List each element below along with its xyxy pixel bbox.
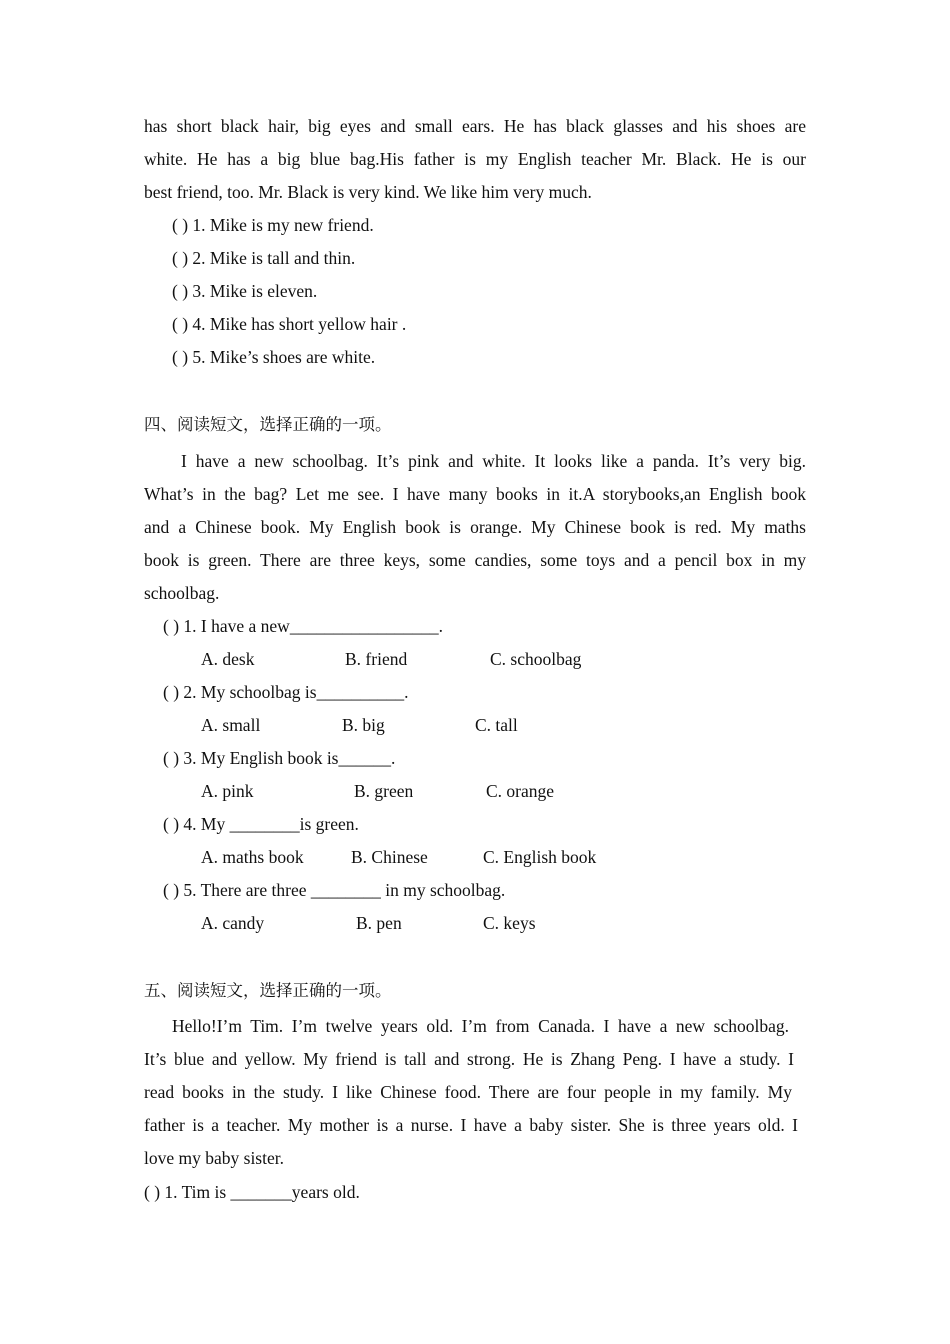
true-false-item: ( ) 2. Mike is tall and thin. <box>172 248 356 268</box>
option-b: B. pen <box>356 913 402 933</box>
true-false-item: ( ) 5. Mike’s shoes are white. <box>172 347 376 367</box>
passage-line: has short black hair, big eyes and small ears. He has black glasses and his shoes are <box>144 116 806 136</box>
question-stem: ( ) 1. Tim is _______years old. <box>144 1182 360 1202</box>
passage-line: read books in the study. I like Chinese food. There are four people in my family. My <box>144 1082 792 1102</box>
option-a: A. candy <box>201 913 265 933</box>
passage-line: book is green. There are three keys, some candies, some toys and a pencil box in my <box>144 550 806 570</box>
option-b: B. Chinese <box>351 847 428 867</box>
passage-line: Hello!I’m Tim. I’m twelve years old. I’m from Canada. I have a new schoolbag. <box>172 1016 789 1036</box>
option-b: B. green <box>354 781 414 801</box>
passage-line: white. He has a big blue bag.His father is my English teacher Mr. Black. He is our <box>144 149 806 169</box>
question-stem: ( ) 5. There are three ________ in my schoolbag. <box>163 880 506 900</box>
passage-line: best friend, too. Mr. Black is very kind. We like him very much. <box>144 182 592 202</box>
section-heading: 五、阅读短文，选择正确的一项。 <box>144 981 392 1000</box>
option-a: A. pink <box>201 781 254 801</box>
question-stem: ( ) 3. My English book is______. <box>163 748 396 768</box>
question-stem: ( ) 2. My schoolbag is__________. <box>163 682 409 702</box>
section-heading: 四、阅读短文，选择正确的一项。 <box>144 415 392 434</box>
option-c: C. orange <box>486 781 555 801</box>
option-c: C. schoolbag <box>490 649 582 669</box>
true-false-item: ( ) 4. Mike has short yellow hair . <box>172 314 407 334</box>
question-stem: ( ) 1. I have a new_________________. <box>163 616 443 636</box>
option-a: A. maths book <box>201 847 304 867</box>
option-c: C. keys <box>483 913 536 933</box>
option-c: C. English book <box>483 847 597 867</box>
option-a: A. desk <box>201 649 255 669</box>
passage-line: I have a new schoolbag. It’s pink and white. It looks like a panda. It’s very big. <box>181 451 806 471</box>
passage-line: schoolbag. <box>144 583 220 603</box>
passage-line: and a Chinese book. My English book is orange. My Chinese book is red. My maths <box>144 517 806 537</box>
true-false-item: ( ) 3. Mike is eleven. <box>172 281 318 301</box>
option-b: B. friend <box>345 649 408 669</box>
passage-line: What’s in the bag? Let me see. I have many books in it.A storybooks,an English book <box>144 484 806 504</box>
option-c: C. tall <box>475 715 518 735</box>
true-false-item: ( ) 1. Mike is my new friend. <box>172 215 374 235</box>
passage-line: It’s blue and yellow. My friend is tall and strong. He is Zhang Peng. I have a study. I <box>144 1049 794 1069</box>
question-stem: ( ) 4. My ________is green. <box>163 814 359 834</box>
passage-line: father is a teacher. My mother is a nurse. I have a baby sister. She is three years old. I <box>144 1115 798 1135</box>
passage-line: love my baby sister. <box>144 1148 284 1168</box>
option-b: B. big <box>342 715 385 735</box>
option-a: A. small <box>201 715 261 735</box>
